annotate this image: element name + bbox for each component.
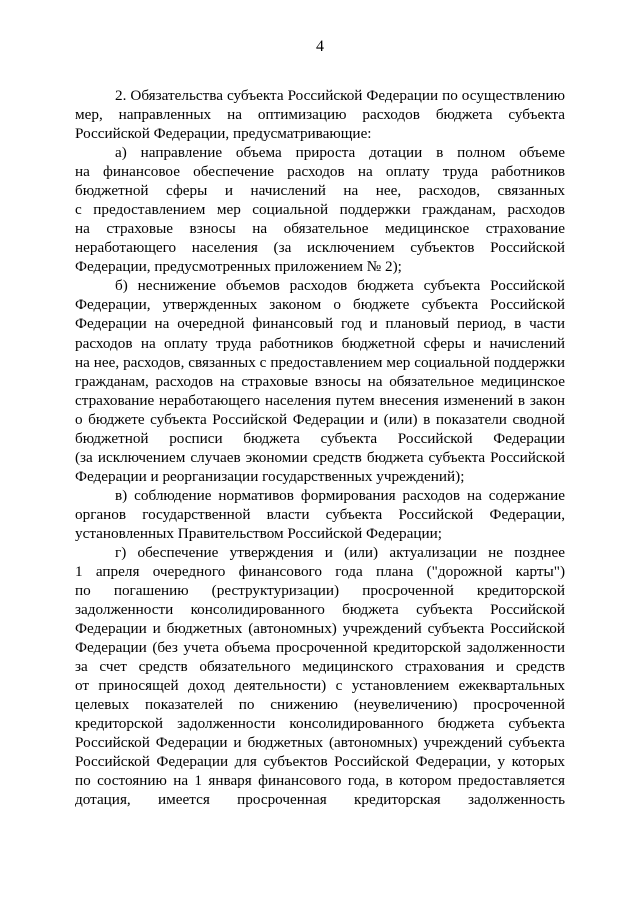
text-line: 2. Обязательства субъекта Российской Федерации по осуществлению <box>115 87 565 104</box>
text-line: дотация, имеется просроченная кредиторская задолженность <box>75 791 565 809</box>
text-line: за счет средств обязательного медицинского страхования и средств <box>75 658 565 676</box>
text-line: Федерации (без учета объема просроченной кредиторской задолженности <box>75 639 565 657</box>
text-line: органов государственной власти субъекта Российской Федерации, <box>75 505 565 523</box>
text-line: (за исключением случаев экономии средств бюджета субъекта Российской <box>75 448 565 466</box>
page-number: 4 <box>316 38 324 55</box>
text-line: Федерации и реорганизации государственных учреждений); <box>75 467 465 485</box>
text-line: на финансовое обеспечение расходов на оплату труда работников <box>75 163 565 181</box>
text-line: Российской Федерации и бюджетных (автономных) учреждений субъекта <box>75 734 565 752</box>
text-line: о бюджете субъекта Российской Федерации и (или) в показатели сводной <box>75 410 565 428</box>
text-line: Российской Федерации, предусматривающие: <box>75 125 372 143</box>
text-line: а) направление объема прироста дотации в полном объеме <box>115 144 565 162</box>
text-line: бюджетной сферы и начислений на нее, расходов, связанных <box>75 182 565 200</box>
text-line: г) обеспечение утверждения и (или) актуализации не позднее <box>115 543 565 561</box>
text-line: в) соблюдение нормативов формирования расходов на содержание <box>115 486 565 504</box>
text-line: страхование неработающего населения путем внесения изменений в закон <box>75 391 565 409</box>
text-line: кредиторской задолженности консолидированного бюджета субъекта <box>75 715 565 733</box>
text-line: неработающего населения (за исключением субъектов Российской <box>75 239 565 257</box>
text-line: с предоставлением мер социальной поддержки гражданам, расходов <box>75 201 565 219</box>
text-line: б) неснижение объемов расходов бюджета субъекта Российской <box>115 277 565 295</box>
text-line: по погашению (реструктуризации) просроченной кредиторской <box>75 582 565 600</box>
text-line: Федерации на очередной финансовый год и плановый период, в части <box>75 315 565 333</box>
text-line: установленных Правительством Российской Федерации; <box>75 524 442 542</box>
text-line: целевых показателей по снижению (неувеличению) просроченной <box>75 696 565 714</box>
text-line: 1 апреля очередного финансового года плана ("дорожной карты") <box>75 563 565 580</box>
text-line: на страховые взносы на обязательное медицинское страхование <box>75 220 565 238</box>
text-line: по состоянию на 1 января финансового года, в котором предоставляется <box>75 772 565 790</box>
text-line: задолженности консолидированного бюджета субъекта Российской <box>75 601 565 619</box>
text-line: от приносящей доход деятельности) с установлением ежеквартальных <box>75 677 565 695</box>
text-line: Федерации и бюджетных (автономных) учреждений субъекта Российской <box>75 620 565 638</box>
text-line: бюджетной росписи бюджета субъекта Российской Федерации <box>75 429 565 447</box>
text-line: мер, направленных на оптимизацию расходов бюджета субъекта <box>75 106 565 124</box>
text-line: на нее, расходов, связанных с предоставлением мер социальной поддержки <box>75 353 565 371</box>
text-line: Российской Федерации для субъектов Российской Федерации, у которых <box>75 753 565 771</box>
text-line: расходов на оплату труда работников бюджетной сферы и начислений <box>75 334 565 352</box>
text-line: Федерации, утвержденных законом о бюджете субъекта Российской <box>75 296 565 314</box>
text-line: Федерации, предусмотренных приложением № 2); <box>75 258 402 276</box>
text-line: гражданам, расходов на страховые взносы на обязательное медицинское <box>75 372 565 390</box>
